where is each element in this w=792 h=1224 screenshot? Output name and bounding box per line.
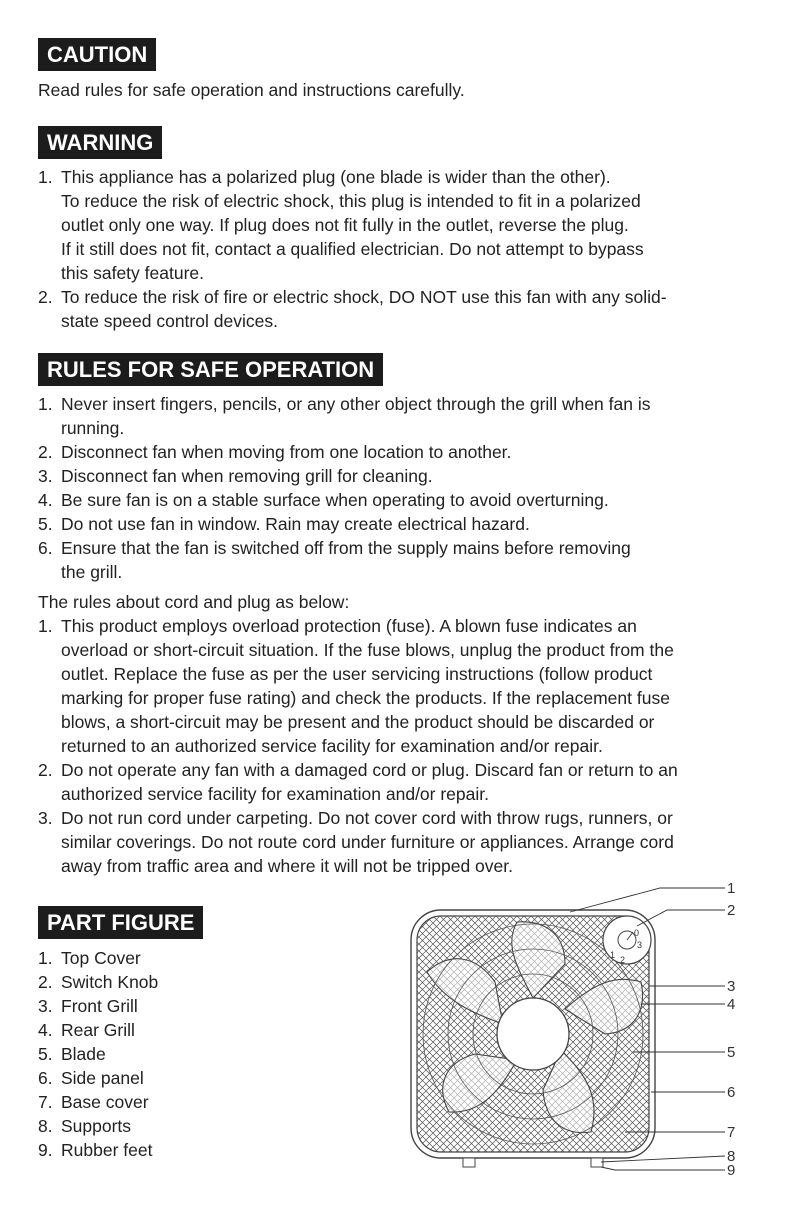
warning-list	[38, 165, 763, 333]
fan-diagram	[405, 874, 765, 1184]
item-number: 1.	[38, 167, 53, 187]
part-item	[38, 994, 338, 1018]
item-line: the grill.	[61, 562, 123, 582]
item-number: 9.	[38, 1140, 53, 1160]
cord-rule-item	[38, 758, 763, 806]
knob-mark: 1	[610, 950, 616, 960]
item-line: overload or short-circuit situation. If the fuse blows, unplug the product from the	[61, 640, 674, 660]
item-line: this safety feature.	[61, 263, 204, 283]
fan-hub	[497, 998, 569, 1070]
rule-item	[38, 392, 763, 440]
part-item	[38, 970, 338, 994]
item-line: Do not use fan in window. Rain may create electrical hazard.	[61, 514, 530, 534]
item-line: Ensure that the fan is switched off from the supply mains before removing	[61, 538, 631, 558]
callout-number: 5	[727, 1044, 736, 1061]
item-number: 3.	[38, 466, 53, 486]
warning-item	[38, 285, 763, 333]
part-item	[38, 946, 338, 970]
item-line: blows, a short-circuit may be present and the product should be discarded or	[61, 712, 655, 732]
part-item	[38, 1018, 338, 1042]
caution-heading: CAUTION	[38, 38, 156, 71]
item-number: 3.	[38, 808, 53, 828]
item-line: Do not operate any fan with a damaged cord or plug. Discard fan or return to an	[61, 760, 678, 780]
item-number: 1.	[38, 616, 53, 636]
item-number: 4.	[38, 490, 53, 510]
knob-mark: 3	[637, 940, 643, 950]
item-number: 6.	[38, 1068, 53, 1088]
knob-mark: 0	[634, 928, 640, 938]
item-number: 5.	[38, 1044, 53, 1064]
callout-number: 9	[727, 1162, 736, 1179]
item-line: Switch Knob	[61, 972, 159, 992]
item-number: 2.	[38, 760, 53, 780]
callout-number: 6	[727, 1084, 736, 1101]
item-line: To reduce the risk of fire or electric shock, DO NOT use this fan with any solid-	[61, 287, 667, 307]
item-line: outlet only one way. If plug does not fit fully in the outlet, reverse the plug.	[61, 215, 629, 235]
rules-list	[38, 392, 763, 584]
warning-item	[38, 165, 763, 285]
item-line: Disconnect fan when moving from one location to another.	[61, 442, 512, 462]
item-line: outlet. Replace the fuse as per the user servicing instructions (follow product	[61, 664, 653, 684]
cord-rule-item	[38, 806, 763, 878]
item-line: Base cover	[61, 1092, 149, 1112]
item-line: If it still does not fit, contact a qualified electrician. Do not attempt to bypass	[61, 239, 644, 259]
item-number: 1.	[38, 948, 53, 968]
warning-heading: WARNING	[38, 126, 162, 159]
cord-intro: The rules about cord and plug as below:	[38, 592, 350, 612]
item-line: authorized service facility for examination and/or repair.	[61, 784, 489, 804]
item-line: This product employs overload protection (fuse). A blown fuse indicates an	[61, 616, 637, 636]
part-item	[38, 1090, 338, 1114]
callout-number: 1	[727, 880, 736, 897]
rule-item	[38, 512, 763, 536]
part-item	[38, 1114, 338, 1138]
callout-number: 4	[727, 996, 736, 1013]
callout-number: 2	[727, 902, 736, 919]
item-line: Rear Grill	[61, 1020, 135, 1040]
cord-rule-item	[38, 614, 763, 758]
rule-item	[38, 464, 763, 488]
item-line: Do not run cord under carpeting. Do not cover cord with throw rugs, runners, or	[61, 808, 673, 828]
item-line: away from traffic area and where it will not be tripped over.	[61, 856, 513, 876]
item-number: 6.	[38, 538, 53, 558]
item-line: marking for proper fuse rating) and check the products. If the replacement fuse	[61, 688, 670, 708]
callout-number: 8	[727, 1148, 736, 1165]
rules-heading: RULES FOR SAFE OPERATION	[38, 353, 383, 386]
item-number: 2.	[38, 442, 53, 462]
item-number: 8.	[38, 1116, 53, 1136]
cord-list	[38, 614, 763, 878]
item-line: Supports	[61, 1116, 132, 1136]
callout-number: 7	[727, 1124, 736, 1141]
item-line: similar coverings. Do not route cord under furniture or appliances. Arrange cord	[61, 832, 674, 852]
item-number: 3.	[38, 996, 53, 1016]
item-line: Never insert fingers, pencils, or any other object through the grill when fan is	[61, 394, 651, 414]
item-line: This appliance has a polarized plug (one blade is wider than the other).	[61, 167, 611, 187]
rule-item	[38, 488, 763, 512]
item-line: Disconnect fan when removing grill for cleaning.	[61, 466, 433, 486]
item-line: Front Grill	[61, 996, 138, 1016]
item-number: 2.	[38, 287, 53, 307]
item-line: Be sure fan is on a stable surface when operating to avoid overturning.	[61, 490, 609, 510]
item-line: Rubber feet	[61, 1140, 153, 1160]
parts-heading: PART FIGURE	[38, 906, 203, 939]
item-number: 7.	[38, 1092, 53, 1112]
item-number: 5.	[38, 514, 53, 534]
item-line: Side panel	[61, 1068, 144, 1088]
callout-number: 3	[727, 978, 736, 995]
item-line: state speed control devices.	[61, 311, 278, 331]
knob-mark: 2	[620, 955, 626, 965]
item-line: Top Cover	[61, 948, 141, 968]
item-number: 4.	[38, 1020, 53, 1040]
part-item	[38, 1066, 338, 1090]
item-line: running.	[61, 418, 125, 438]
item-number: 1.	[38, 394, 53, 414]
parts-list	[38, 946, 338, 1162]
rule-item	[38, 536, 763, 584]
caution-text: Read rules for safe operation and instructions carefully.	[38, 80, 465, 100]
part-item	[38, 1138, 338, 1162]
item-line: Blade	[61, 1044, 106, 1064]
item-line: returned to an authorized service facility for examination and/or repair.	[61, 736, 603, 756]
item-number: 2.	[38, 972, 53, 992]
support-left	[463, 1158, 475, 1167]
item-line: To reduce the risk of electric shock, this plug is intended to fit in a polarized	[61, 191, 641, 211]
support-right	[591, 1158, 603, 1167]
part-item	[38, 1042, 338, 1066]
rule-item	[38, 440, 763, 464]
